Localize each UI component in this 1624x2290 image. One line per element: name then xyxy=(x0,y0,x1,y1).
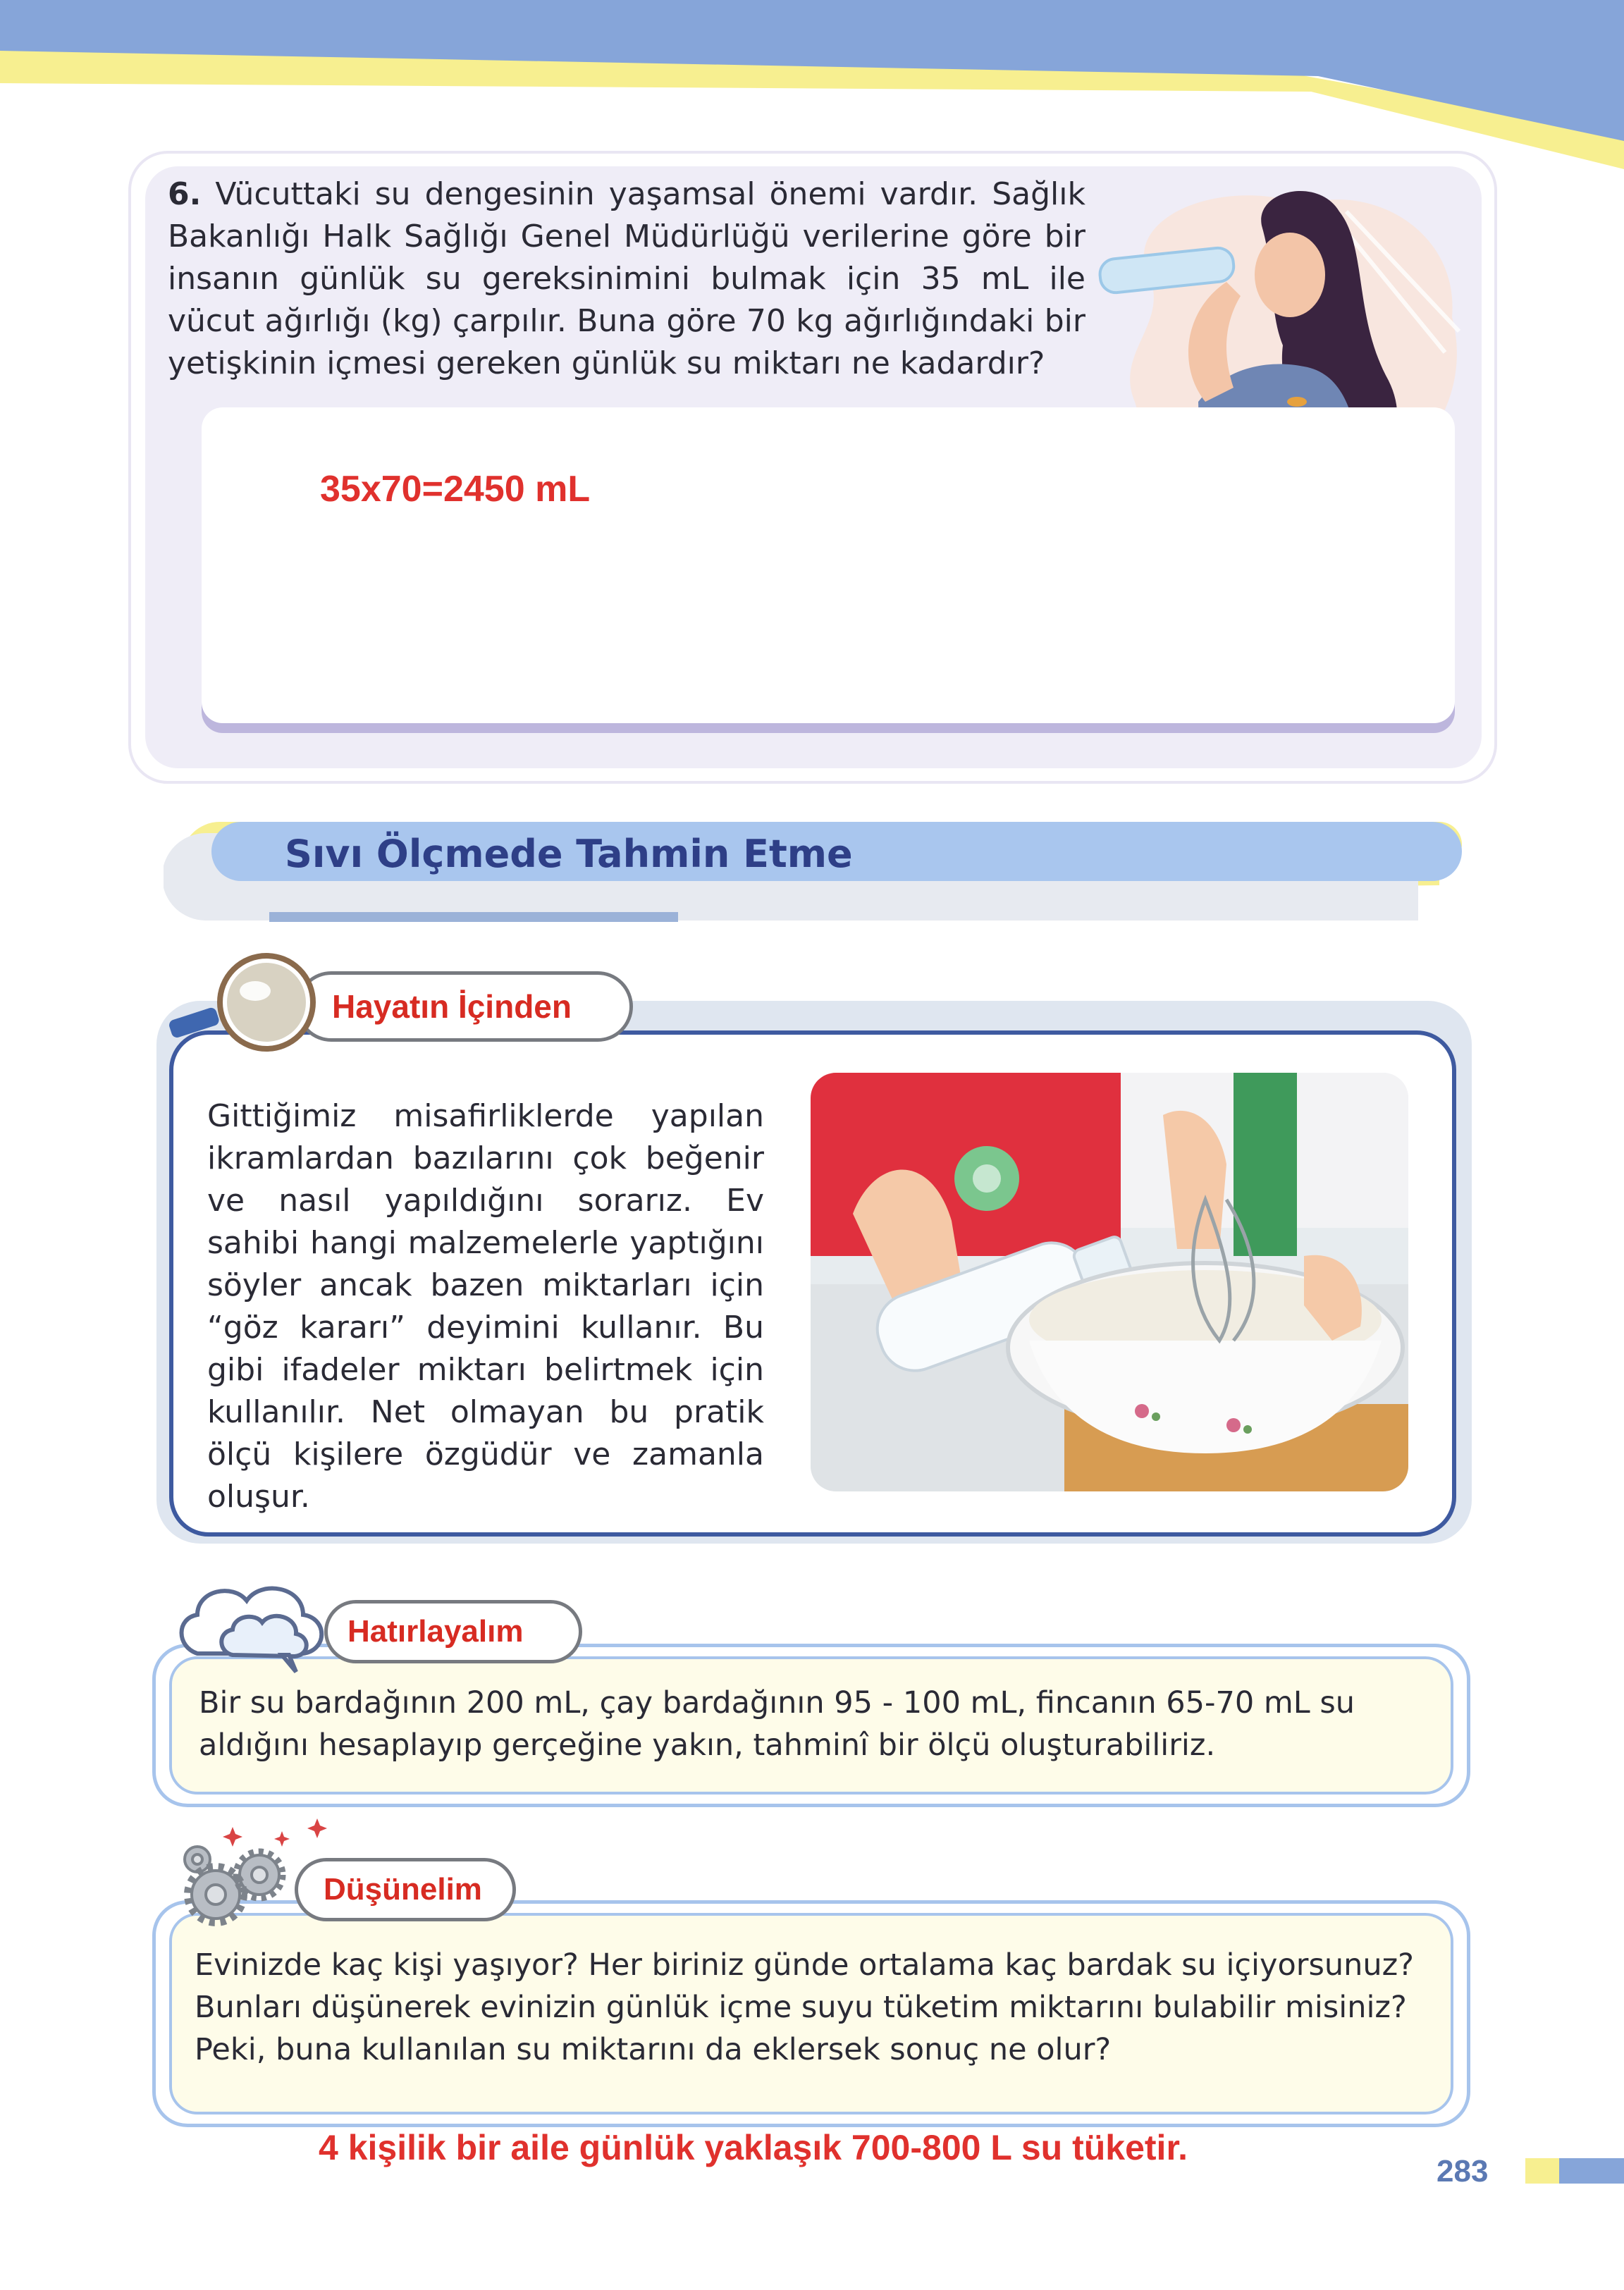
question-text: Vücuttaki su dengesinin yaşamsal önemi vardır. Sağlık Bakanlığı Halk Sağlığı Genel Müdürlüğü verilerine göre bir insanın günlük su gereksinimini bulmak için 35 mL ile vücut ağırlığı (kg) çarpılır. Buna göre 70 kg ağırlığındaki bir yetişkinin içmesi gereken günlük su miktarı ne kadardır? xyxy=(168,176,1085,381)
life-label: Hayatın İçinden xyxy=(296,971,633,1042)
page-number: 283 xyxy=(1437,2154,1489,2189)
magnifier-icon xyxy=(162,952,317,1057)
footer-bar-blue xyxy=(1559,2158,1624,2184)
question-number: 6. xyxy=(168,176,202,212)
remember-text: Bir su bardağının 200 mL, çay bardağının 95 - 100 mL, fincanın 65-70 mL su aldığını hesaplayıp gerçeğine yakın, tahminî bir ölçü oluşturabiliriz. xyxy=(199,1685,1355,1763)
life-text: Gittiğimiz misafirliklerde yapılan ikramlardan bazılarını çok beğenir ve nasıl yapıldığını sorarız. Ev sahibi hangi malzemelerle yaptığını söyler ancak bazen miktarları için “göz kararı” deyimini kullanır. Bu gibi ifadeler miktarı belirtmek için kullanılır. Net olmayan bu pratik ölçü kişilere özgüdür ve zamanla oluşur. xyxy=(207,1098,764,1515)
top-banner xyxy=(0,0,1624,169)
baking-photo xyxy=(811,1073,1408,1491)
question-6 xyxy=(168,173,1085,385)
question-answer: 35x70=2450 mL xyxy=(320,469,591,510)
cloud-icon xyxy=(176,1576,331,1675)
answer-box[interactable] xyxy=(202,407,1455,723)
section-title: Sıvı Ölçmede Tahmin Etme xyxy=(285,832,853,876)
remember-label: Hatırlayalım xyxy=(324,1600,582,1663)
think-answer: 4 kişilik bir aile günlük yaklaşık 700-800 L su tüketir. xyxy=(319,2128,1188,2167)
footer-bar-yellow xyxy=(1525,2158,1559,2184)
think-label: Düşünelim xyxy=(295,1858,516,1921)
think-text: Evinizde kaç kişi yaşıyor? Her biriniz günde ortalama kaç bardak su içiyorsunuz? Bunları düşünerek evinizin günlük içme suyu tüketim miktarını bulabilir misiniz? Peki, buna kullanılan su miktarını da eklersek sonuç ne olur? xyxy=(195,1947,1414,2067)
